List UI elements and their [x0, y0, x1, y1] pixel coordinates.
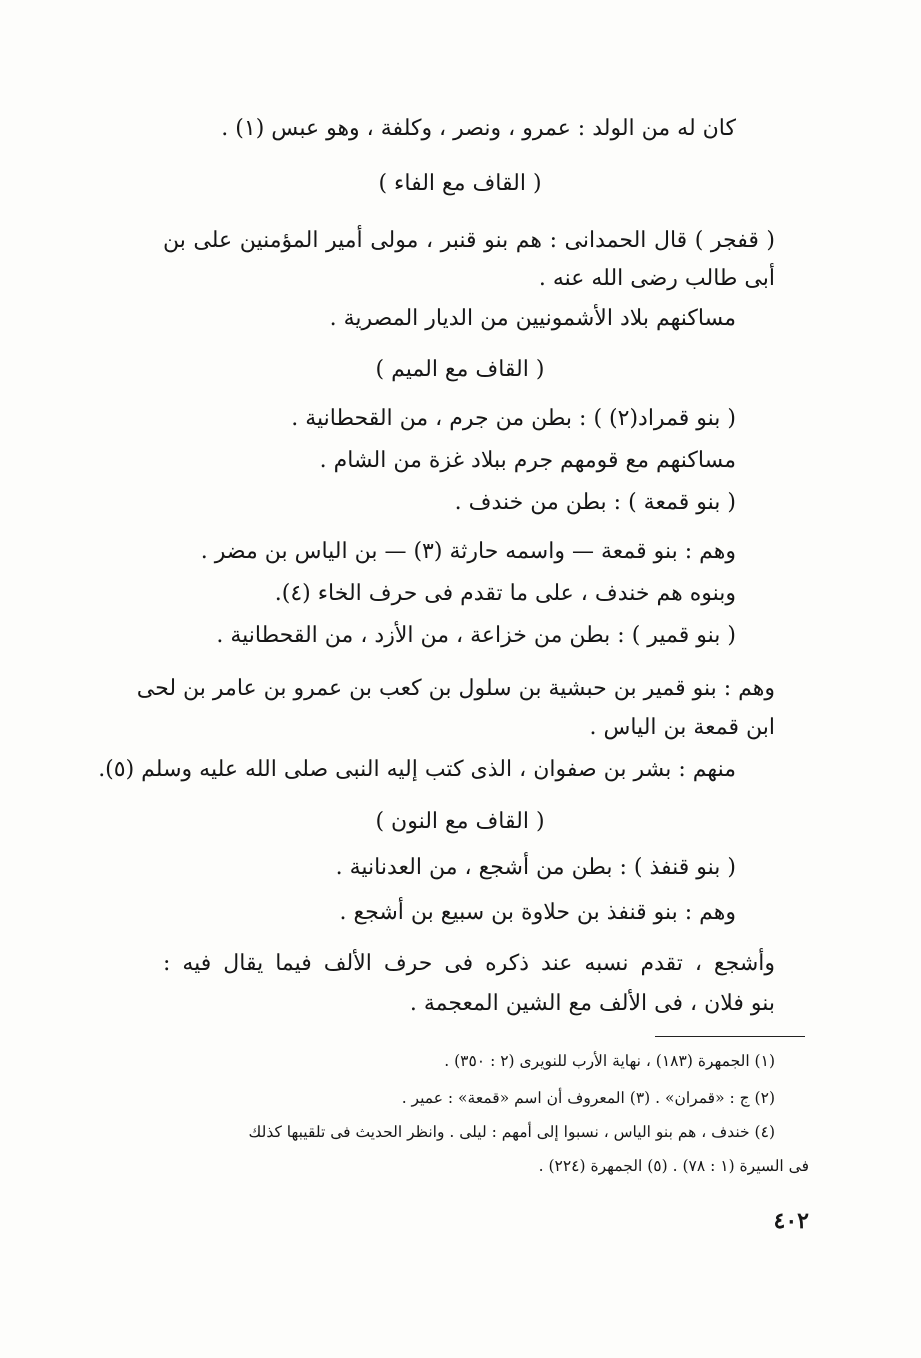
footnote-2-3: (٢) ج : «قمران» . (٣) المعروف أن اسم «قمعة» : عمير . — [401, 1089, 775, 1107]
entry-banu-qunfudh: ( بنو قنفذ ) : بطن من أشجع ، من العدنانية . — [335, 855, 736, 880]
body-line-19: وأشجع ، تقدم نسبه عند ذكره فى حرف الألف فيما يقال فيه : — [163, 951, 775, 976]
body-line-14: ابن قمعة بن الياس . — [589, 715, 775, 740]
body-line-20: بنو فلان ، فى الألف مع الشين المعجمة . — [409, 991, 775, 1016]
footnote-4-5: فى السيرة (١ : ٧٨) . (٥) الجمهرة (٢٢٤) . — [538, 1157, 809, 1175]
section-heading-qaf-mim: ( القاف مع الميم ) — [375, 357, 545, 382]
section-heading-qaf-nun: ( القاف مع النون ) — [375, 809, 545, 834]
footnote-separator — [655, 1036, 805, 1037]
page-number: ٤٠٢ — [773, 1208, 809, 1234]
body-line-15: منهم : بشر بن صفوان ، الذى كتب إليه النبى صلى الله عليه وسلم (٥). — [98, 757, 736, 782]
body-line-18: وهم : بنو قنفذ بن حلاوة بن سبيع بن أشجع . — [339, 900, 736, 925]
entry-banu-qamrad: ( بنو قمراد(٢) ) : بطن من جرم ، من القحطانية . — [291, 406, 736, 431]
body-line-8: مساكنهم مع قومهم جرم ببلاد غزة من الشام . — [319, 448, 736, 473]
footnote-1: (١) الجمهرة (١٨٣) ، نهاية الأرب للنويرى (٢ : ٣٥٠) . — [444, 1052, 775, 1070]
entry-qafjar-line-2: أبى طالب رضى الله عنه . — [538, 266, 775, 291]
entry-banu-qumair: ( بنو قمير ) : بطن من خزاعة ، من الأزد ، من القحطانية . — [216, 623, 736, 648]
section-heading-qaf-fa: ( القاف مع الفاء ) — [378, 171, 542, 196]
entry-qafjar-line-1: ( قفجر ) قال الحمدانى : هم بنو قنبر ، مولى أمير المؤمنين على بن — [163, 228, 775, 253]
footnote-4-line-1: (٤) خندف ، هم بنو الياس ، نسبوا إلى أمهم : ليلى . وانظر الحديث فى تلقيبها كذلك — [248, 1123, 775, 1141]
entry-banu-qamaa: ( بنو قمعة ) : بطن من خندف . — [454, 490, 736, 515]
body-line-5: مساكنهم بلاد الأشمونيين من الديار المصرية . — [329, 306, 736, 331]
body-line-13: وهم : بنو قمير بن حبشية بن سلول بن كعب بن عمرو بن عامر بن لحى — [136, 676, 775, 701]
body-line-11: وبنوه هم خندف ، على ما تقدم فى حرف الخاء (٤). — [274, 581, 736, 606]
body-line-10: وهم : بنو قمعة — واسمه حارثة (٣) — بن الياس بن مضر . — [200, 539, 736, 564]
body-line-1: كان له من الولد : عمرو ، ونصر ، وكلفة ، وهو عبس (١) . — [221, 116, 736, 141]
